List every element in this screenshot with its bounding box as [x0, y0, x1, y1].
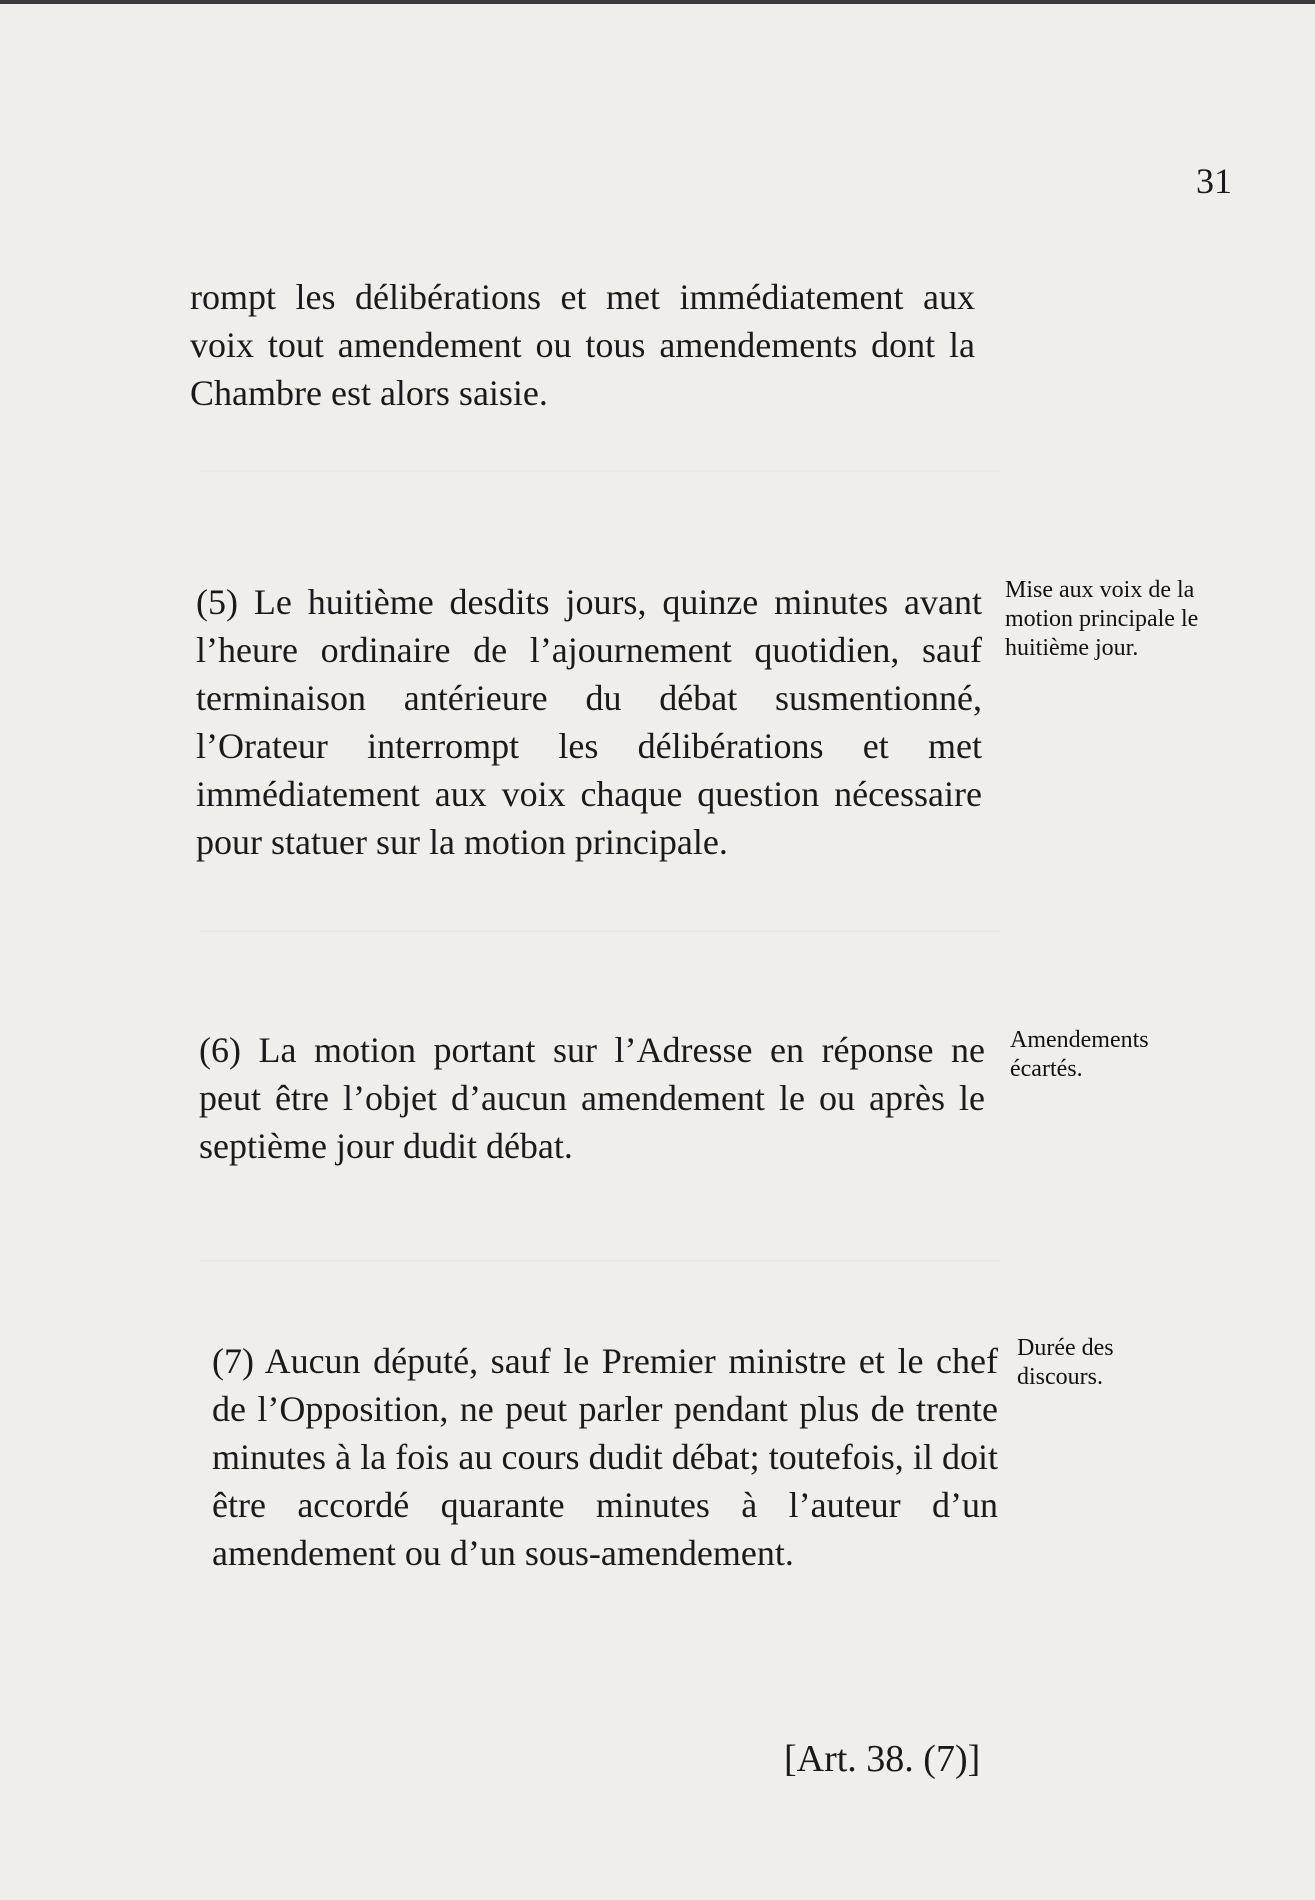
article-reference: [Art. 38. (7)]	[784, 1738, 981, 1780]
show-through-line	[200, 930, 1000, 932]
show-through-line	[200, 470, 1000, 472]
show-through-line	[200, 1260, 1000, 1262]
marginal-note-5: Mise aux voix de la motion principale le huitième jour.	[1005, 577, 1199, 661]
marginal-note-7: Durée des discours.	[1017, 1335, 1114, 1390]
page-top-edge	[0, 0, 1315, 4]
marginal-note-6: Amendements écartés.	[1010, 1027, 1149, 1082]
page-number: 31	[1196, 161, 1232, 201]
paragraph-7: (7) Aucun député, sauf le Premier ministre et le chef de l’Opposition, ne peut parler pendant plus de trente minutes à la fois au cours dudit débat; toutefois, il doit être accordé quarante minutes à l’auteur d’un amendement ou d’un sous-amendement.	[212, 1341, 998, 1573]
paragraph-6: (6) La motion portant sur l’Adresse en réponse ne peut être l’objet d’aucun amendement le ou après le septième jour dudit débat.	[199, 1030, 985, 1166]
paragraph-continuation: rompt les délibérations et met immédiatement aux voix tout amendement ou tous amendements dont la Chambre est alors saisie.	[190, 277, 975, 413]
paragraph-5: (5) Le huitième desdits jours, quinze minutes avant l’heure ordinaire de l’ajournement quotidien, sauf terminaison antérieure du débat susmentionné, l’Orateur interrompt les délibérations et met immédiatement aux voix chaque question nécessaire pour statuer sur la motion principale.	[196, 582, 982, 862]
